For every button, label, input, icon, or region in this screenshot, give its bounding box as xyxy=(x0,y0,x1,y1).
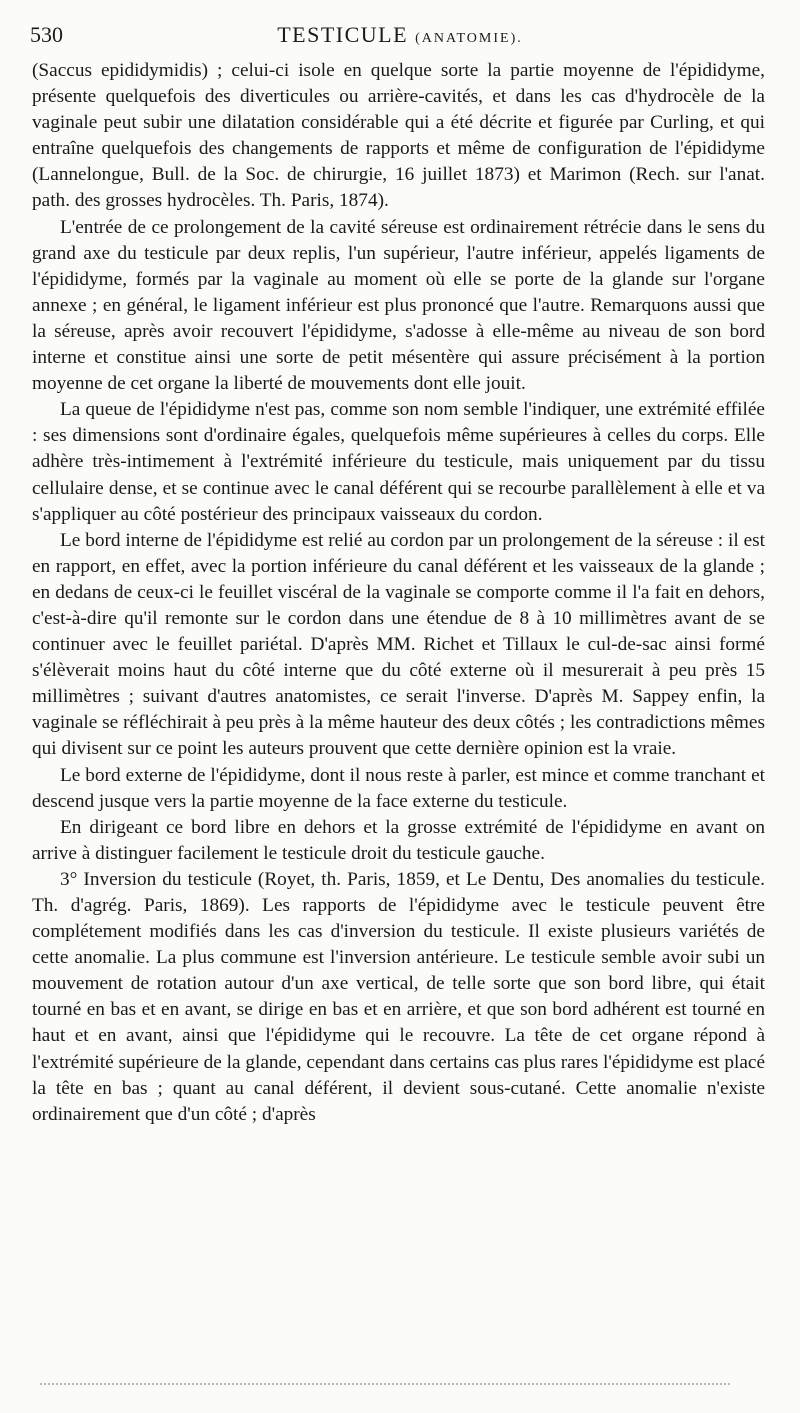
paragraph-7: 3° Inversion du testicule (Royet, th. Paris, 1859, et Le Dentu, Des anomalies du testicule. Th. d'agrég. Paris, 1869). Les rapports de l'épididyme avec le testicule peuvent être complétement modifiés dans les cas d'inversion du testicule. Il existe plusieurs variétés de cette anomalie. La plus commune est l'inversion antérieure. Le testicule semble avoir subi un mouvement de rotation autour d'un axe vertical, de telle sorte que son bord libre, qui était tourné en bas et en avant, se dirige en bas et en arrière, et que son bord adhérent est tourné en haut et en avant, ainsi que l'épididyme qui le recouvre. La tête de cet organe répond à l'extrémité supérieure de la glande, cependant dans certains cas plus rares l'épididyme est placé la tête en bas ; quant au canal déférent, il devient sous-cutané. Cette anomalie n'existe ordinairement que d'un côté ; d'après xyxy=(32,868,765,1125)
paragraph-5: Le bord externe de l'épididyme, dont il nous reste à parler, est mince et comme tranchant et descend jusque vers la partie moyenne de la face externe du testicule. xyxy=(32,764,765,812)
running-header xyxy=(30,22,770,50)
bottom-print-bleed xyxy=(40,1383,730,1385)
paragraph-6: En dirigeant ce bord libre en dehors et la grosse extrémité de l'épididyme en avant on arrive à distinguer facilement le testicule droit du testicule gauche. xyxy=(32,816,765,864)
paragraph-1: (Saccus epididymidis) ; celui-ci isole en quelque sorte la partie moyenne de l'épididyme, présente quelquefois des diverticules ou arrière-cavités, et dans les cas d'hydrocèle de la vaginale peut subir une dilatation considérable qui a été décrite et figurée par Curling, et qui entraîne quelquefois des changements de rapports et même de configuration de l'épididyme (Lannelongue, Bull. de la Soc. de chirurgie, 16 juillet 1873) et Marimon (Rech. sur l'anat. path. des grosses hydrocèles. Th. Paris, 1874). xyxy=(32,60,765,212)
running-title-main: TESTICULE xyxy=(277,22,409,47)
paragraph-3: La queue de l'épididyme n'est pas, comme son nom semble l'indiquer, une extrémité effilée : ses dimensions sont d'ordinaire égales, quelquefois même supérieures à celles du corps. Elle adhère très-intimement à l'extrémité inférieure du testicule, mais uniquement par du tissu cellulaire dense, et se continue avec le canal déférent qui se recourbe parallèlement à elle et va s'appliquer au côté postérieur des principaux vaisseaux du cordon. xyxy=(32,399,765,525)
running-title xyxy=(30,22,770,48)
paragraph-4: Le bord interne de l'épididyme est relié au cordon par un prolongement de la séreuse : il est en rapport, en effet, avec la portion inférieure du canal déférent et les vaisseaux de la glande ; en dedans de ceux-ci le feuillet viscéral de la vaginale se comporte comme il l'a fait en dehors, c'est-à-dire qu'il remonte sur le cordon dans une étendue de 8 à 10 millimètres avant de se continuer avec le feuillet pariétal. D'après MM. Richet et Tillaux le cul-de-sac ainsi formé s'élèverait moins haut du côté interne que du côté externe où il mesurerait à peu près 15 millimètres ; suivant d'autres anatomistes, ce serait l'inverse. D'après M. Sappey enfin, la vaginale se réfléchirait à peu près à la même hauteur des deux côtés ; les contradictions mêmes qui divisent sur ce point les auteurs prouvent que cette dernière opinion est la vraie. xyxy=(32,529,765,760)
body-text xyxy=(32,58,765,1128)
page-number: 530 xyxy=(30,22,63,47)
running-title-sub: (ANATOMIE). xyxy=(415,31,523,46)
paragraph-2: L'entrée de ce prolongement de la cavité séreuse est ordinairement rétrécie dans le sens du grand axe du testicule par deux replis, l'un supérieur, l'autre inférieur, appelés ligaments de l'épididyme, formés par la vaginale au moment où elle se porte de la glande sur l'organe annexe ; en général, le ligament inférieur est plus prononcé que l'autre. Remarquons aussi que la séreuse, après avoir recouvert l'épididyme, s'adosse à elle-même au niveau de son bord interne et constitue ainsi une sorte de petit mésentère qui assure précisément à la portion moyenne de cet organe la liberté de mouvements dont elle jouit. xyxy=(32,216,765,395)
